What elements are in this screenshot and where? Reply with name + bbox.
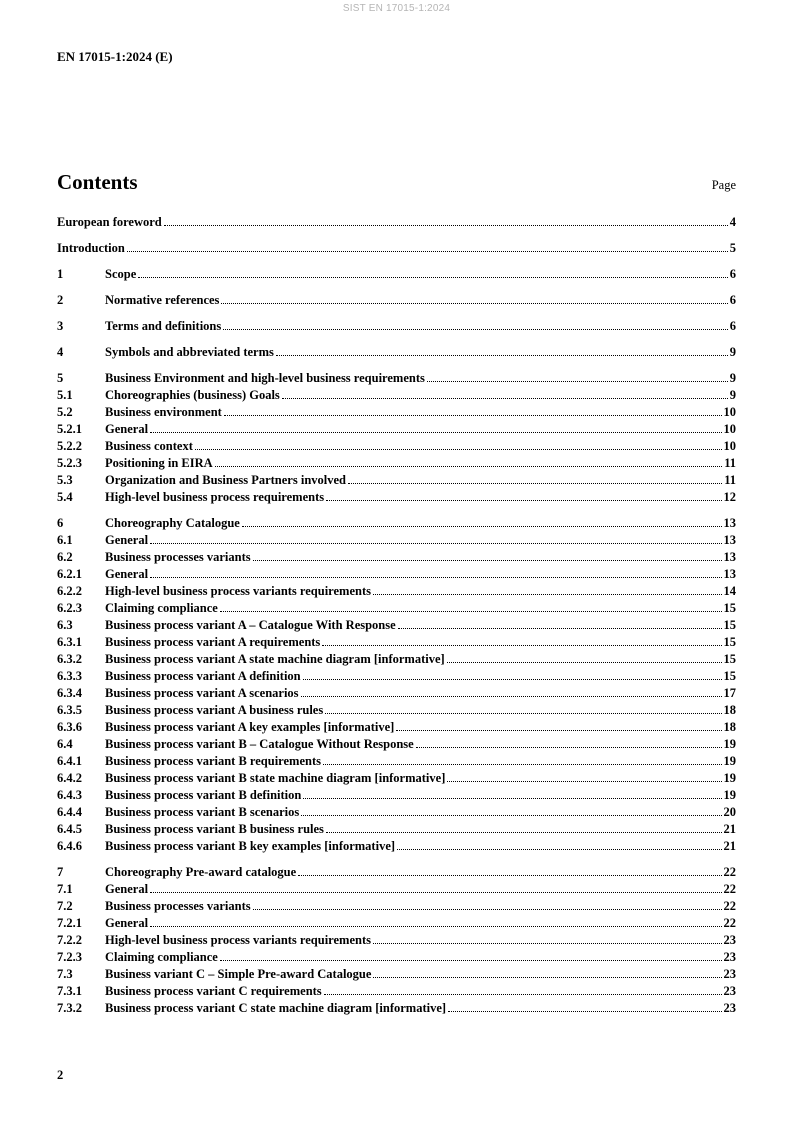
toc-group [57, 292, 736, 309]
toc-entry-title: Business process variant A state machine diagram [informative] [105, 652, 445, 666]
toc-entry-page: 18 [723, 703, 736, 717]
toc-entry[interactable] [57, 532, 736, 549]
toc-entry[interactable] [57, 838, 736, 855]
toc-entry[interactable] [57, 292, 736, 309]
contents-title: Contents [57, 170, 138, 194]
toc-entry-title: Business process variant C requirements [105, 984, 322, 998]
toc-entry-title: Terms and definitions [105, 319, 222, 333]
toc-entry-number: 6.4 [57, 737, 73, 751]
toc-entry-title: Business process variant B – Catalogue Without Response [105, 737, 414, 751]
toc-entry-title: General [105, 567, 149, 581]
toc-entry-title: Business Environment and high-level business requirements [105, 371, 425, 385]
toc-entry-number: 5.2.3 [57, 456, 82, 470]
toc-entry-title: Business process variant C state machine diagram [informative] [105, 1001, 447, 1015]
toc-entry[interactable] [57, 651, 736, 668]
toc-entry-number: 6.3 [57, 618, 73, 632]
toc-entry-title: General [105, 422, 149, 436]
toc-entry-number: 1 [57, 267, 64, 281]
toc-entry-number: 6.4.3 [57, 788, 82, 802]
toc-entry-title: Business process variant A – Catalogue With Response [105, 618, 396, 632]
toc-entry-title: Choreographies (business) Goals [105, 388, 280, 402]
toc-group [57, 318, 736, 335]
toc-dot-leader [282, 398, 728, 399]
toc-entry-page: 12 [723, 490, 736, 504]
toc-entry[interactable] [57, 566, 736, 583]
toc-entry-number: 6.3.2 [57, 652, 82, 666]
toc-entry-title: High-level business process variants requirements [105, 584, 371, 598]
toc-entry-page: 22 [723, 882, 736, 896]
toc-entry-number: 7 [57, 865, 64, 879]
toc-dot-leader [397, 849, 721, 850]
toc-entry-page: 15 [723, 669, 736, 683]
toc-entry[interactable] [57, 753, 736, 770]
toc-entry-number: 6.1 [57, 533, 73, 547]
toc-entry-page: 9 [729, 345, 736, 359]
toc-entry-title: Business context [105, 439, 193, 453]
toc-dot-leader [301, 815, 721, 816]
toc-entry-page: 6 [729, 293, 736, 307]
toc-entry[interactable] [57, 719, 736, 736]
toc-entry-title: European foreword [57, 215, 162, 229]
contents-header [57, 170, 736, 195]
toc-entry-title: Choreography Pre-award catalogue [105, 865, 297, 879]
toc-dot-leader [325, 713, 721, 714]
toc-entry-number: 7.3.2 [57, 1001, 82, 1015]
toc-dot-leader [276, 355, 728, 356]
toc-dot-leader [303, 679, 722, 680]
toc-entry-title: General [105, 533, 149, 547]
toc-entry-title: Business environment [105, 405, 222, 419]
toc-group [57, 370, 736, 506]
toc-entry[interactable] [57, 881, 736, 898]
toc-entry[interactable] [57, 421, 736, 438]
toc-entry-page: 15 [723, 618, 736, 632]
toc-dot-leader [298, 875, 721, 876]
toc-entry-page: 23 [723, 984, 736, 998]
toc-entry-number: 5 [57, 371, 64, 385]
toc-entry-page: 14 [723, 584, 736, 598]
toc-entry-page: 19 [723, 771, 736, 785]
toc-entry-title: Business process variant B scenarios [105, 805, 300, 819]
toc-entry-page: 15 [723, 652, 736, 666]
toc-dot-leader [448, 1011, 721, 1012]
toc-dot-leader [373, 977, 721, 978]
toc-entry-number: 7.2.2 [57, 933, 82, 947]
toc-dot-leader [323, 764, 722, 765]
toc-entry-page: 22 [723, 916, 736, 930]
toc-entry-page: 19 [723, 788, 736, 802]
toc-entry[interactable] [57, 864, 736, 881]
toc-dot-leader [373, 943, 722, 944]
toc-entry-number: 6.4.6 [57, 839, 82, 853]
toc-entry[interactable] [57, 915, 736, 932]
toc-entry-title: Business process variant A requirements [105, 635, 321, 649]
toc-entry-number: 6 [57, 516, 64, 530]
toc-entry-number: 5.1 [57, 388, 73, 402]
toc-entry[interactable] [57, 489, 736, 506]
toc-entry-number: 6.2.3 [57, 601, 82, 615]
toc-entry[interactable] [57, 787, 736, 804]
toc-dot-leader [348, 483, 722, 484]
toc-entry-number: 6.4.1 [57, 754, 82, 768]
toc-entry-number: 7.2 [57, 899, 73, 913]
toc-dot-leader [220, 960, 722, 961]
toc-entry[interactable] [57, 983, 736, 1000]
toc-entry-number: 4 [57, 345, 64, 359]
toc-entry[interactable] [57, 583, 736, 600]
toc-entry-title: Business process variant A business rules [105, 703, 324, 717]
toc-entry[interactable] [57, 344, 736, 361]
toc-entry-page: 23 [723, 933, 736, 947]
toc-dot-leader [223, 329, 728, 330]
toc-dot-leader [150, 892, 721, 893]
toc-entry[interactable] [57, 318, 736, 335]
toc-entry[interactable] [57, 949, 736, 966]
toc-entry-title: Business process variant A definition [105, 669, 301, 683]
toc-entry[interactable] [57, 472, 736, 489]
page-number: 2 [57, 1068, 64, 1082]
toc-dot-leader [416, 747, 722, 748]
toc-entry-page: 18 [723, 720, 736, 734]
toc-group [57, 515, 736, 855]
toc-entry-title: General [105, 916, 149, 930]
toc-entry[interactable] [57, 804, 736, 821]
toc-entry[interactable] [57, 966, 736, 983]
toc-entry[interactable] [57, 1000, 736, 1017]
toc-entry-number: 7.3.1 [57, 984, 82, 998]
toc-entry-page: 5 [729, 241, 736, 255]
toc-entry-title: Business process variant B definition [105, 788, 302, 802]
toc-entry-page: 19 [723, 737, 736, 751]
toc-group [57, 214, 736, 231]
toc-entry-number: 7.2.3 [57, 950, 82, 964]
toc-entry-title: Claiming compliance [105, 950, 218, 964]
toc-entry-number: 7.1 [57, 882, 73, 896]
toc-entry-title: Scope [105, 267, 137, 281]
toc-entry-page: 11 [724, 473, 736, 487]
toc-entry-number: 6.2.2 [57, 584, 82, 598]
document-reference: EN 17015-1:2024 (E) [57, 49, 173, 64]
toc-entry[interactable] [57, 240, 736, 257]
toc-entry-page: 23 [723, 950, 736, 964]
toc-entry-page: 20 [723, 805, 736, 819]
toc-entry-page: 4 [729, 215, 736, 229]
toc-dot-leader [150, 926, 721, 927]
toc-dot-leader [253, 560, 722, 561]
toc-entry-number: 6.2 [57, 550, 73, 564]
toc-dot-leader [396, 730, 721, 731]
toc-dot-leader [322, 645, 721, 646]
toc-entry-page: 13 [723, 516, 736, 530]
toc-entry-page: 21 [723, 822, 736, 836]
toc-entry-page: 15 [723, 635, 736, 649]
table-of-contents [57, 214, 736, 1026]
toc-entry-page: 13 [723, 550, 736, 564]
toc-entry-title: Positioning in EIRA [105, 456, 213, 470]
toc-entry-number: 2 [57, 293, 64, 307]
toc-entry-number: 6.2.1 [57, 567, 82, 581]
toc-entry[interactable] [57, 404, 736, 421]
toc-entry-number: 6.3.1 [57, 635, 82, 649]
toc-entry-page: 13 [723, 567, 736, 581]
toc-entry-number: 5.2.1 [57, 422, 82, 436]
toc-entry-title: Business process variant B state machine diagram [informative] [105, 771, 446, 785]
toc-entry[interactable] [57, 634, 736, 651]
toc-dot-leader [324, 994, 722, 995]
toc-dot-leader [447, 781, 721, 782]
toc-entry[interactable] [57, 821, 736, 838]
toc-entry-page: 17 [723, 686, 736, 700]
toc-dot-leader [138, 277, 728, 278]
toc-dot-leader [373, 594, 722, 595]
toc-dot-leader [253, 909, 722, 910]
toc-dot-leader [224, 415, 722, 416]
toc-entry-page: 21 [723, 839, 736, 853]
toc-dot-leader [447, 662, 722, 663]
toc-dot-leader [427, 381, 728, 382]
toc-group [57, 344, 736, 361]
toc-entry-page: 11 [724, 456, 736, 470]
toc-dot-leader [215, 466, 723, 467]
toc-entry-number: 6.3.4 [57, 686, 82, 700]
toc-entry-number: 5.2 [57, 405, 73, 419]
toc-entry[interactable] [57, 214, 736, 231]
toc-entry-title: Symbols and abbreviated terms [105, 345, 274, 359]
toc-entry-number: 6.3.3 [57, 669, 82, 683]
toc-entry[interactable] [57, 438, 736, 455]
toc-entry[interactable] [57, 515, 736, 532]
toc-entry-number: 7.3 [57, 967, 73, 981]
toc-entry-number: 6.3.5 [57, 703, 82, 717]
watermark-header: SIST EN 17015-1:2024 [342, 3, 451, 14]
toc-entry-title: Organization and Business Partners involved [105, 473, 346, 487]
toc-entry[interactable] [57, 685, 736, 702]
toc-entry-title: Business process variant A key examples [informative] [105, 720, 395, 734]
toc-entry-title: High-level business process requirements [105, 490, 325, 504]
toc-entry-page: 9 [729, 371, 736, 385]
toc-entry-page: 13 [723, 533, 736, 547]
toc-group [57, 240, 736, 257]
toc-dot-leader [326, 500, 721, 501]
toc-entry-title: General [105, 882, 149, 896]
toc-entry-page: 10 [723, 439, 736, 453]
toc-entry[interactable] [57, 736, 736, 753]
toc-entry[interactable] [57, 668, 736, 685]
toc-entry-page: 22 [723, 899, 736, 913]
toc-dot-leader [242, 526, 722, 527]
toc-entry[interactable] [57, 600, 736, 617]
toc-entry-number: 6.4.5 [57, 822, 82, 836]
toc-dot-leader [398, 628, 722, 629]
toc-entry-page: 23 [723, 1001, 736, 1015]
toc-entry-number: 3 [57, 319, 64, 333]
toc-entry-page: 23 [723, 967, 736, 981]
toc-entry-page: 10 [723, 422, 736, 436]
toc-entry[interactable] [57, 617, 736, 634]
toc-entry-number: 5.4 [57, 490, 73, 504]
toc-entry-page: 22 [723, 865, 736, 879]
toc-entry[interactable] [57, 387, 736, 404]
toc-dot-leader [164, 225, 728, 226]
toc-entry-page: 9 [729, 388, 736, 402]
toc-entry-page: 6 [729, 319, 736, 333]
toc-entry-title: Introduction [57, 241, 125, 255]
toc-entry-number: 5.3 [57, 473, 73, 487]
toc-entry-page: 10 [723, 405, 736, 419]
toc-entry-title: Business process variant A scenarios [105, 686, 299, 700]
toc-entry[interactable] [57, 770, 736, 787]
toc-entry-number: 7.2.1 [57, 916, 82, 930]
toc-dot-leader [220, 611, 722, 612]
toc-dot-leader [326, 832, 722, 833]
toc-entry-title: Business process variant B business rules [105, 822, 324, 836]
toc-entry[interactable] [57, 932, 736, 949]
toc-dot-leader [221, 303, 727, 304]
toc-entry-title: Business processes variants [105, 550, 251, 564]
toc-entry-title: Business process variant B requirements [105, 754, 321, 768]
toc-dot-leader [150, 543, 721, 544]
toc-entry[interactable] [57, 266, 736, 283]
toc-entry-number: 6.3.6 [57, 720, 82, 734]
toc-dot-leader [301, 696, 722, 697]
toc-entry-page: 6 [729, 267, 736, 281]
toc-entry-title: Business process variant B key examples [informative] [105, 839, 396, 853]
toc-dot-leader [150, 577, 721, 578]
toc-entry-page: 15 [723, 601, 736, 615]
toc-dot-leader [127, 251, 728, 252]
toc-entry-title: Choreography Catalogue [105, 516, 240, 530]
toc-entry-title: High-level business process variants requirements [105, 933, 371, 947]
toc-entry[interactable] [57, 702, 736, 719]
toc-entry-page: 19 [723, 754, 736, 768]
toc-entry-number: 6.4.2 [57, 771, 82, 785]
toc-entry[interactable] [57, 370, 736, 387]
toc-group [57, 266, 736, 283]
toc-entry[interactable] [57, 455, 736, 472]
toc-entry-number: 5.2.2 [57, 439, 82, 453]
toc-entry-title: Business variant C – Simple Pre-award Catalogue [105, 967, 372, 981]
toc-entry-title: Claiming compliance [105, 601, 218, 615]
toc-entry-title: Normative references [105, 293, 220, 307]
toc-dot-leader [150, 432, 721, 433]
toc-group [57, 864, 736, 1017]
toc-entry-number: 6.4.4 [57, 805, 82, 819]
toc-dot-leader [195, 449, 722, 450]
toc-entry-title: Business processes variants [105, 899, 251, 913]
toc-dot-leader [303, 798, 721, 799]
toc-entry[interactable] [57, 549, 736, 566]
toc-entry[interactable] [57, 898, 736, 915]
page-column-label: Page [711, 178, 736, 192]
